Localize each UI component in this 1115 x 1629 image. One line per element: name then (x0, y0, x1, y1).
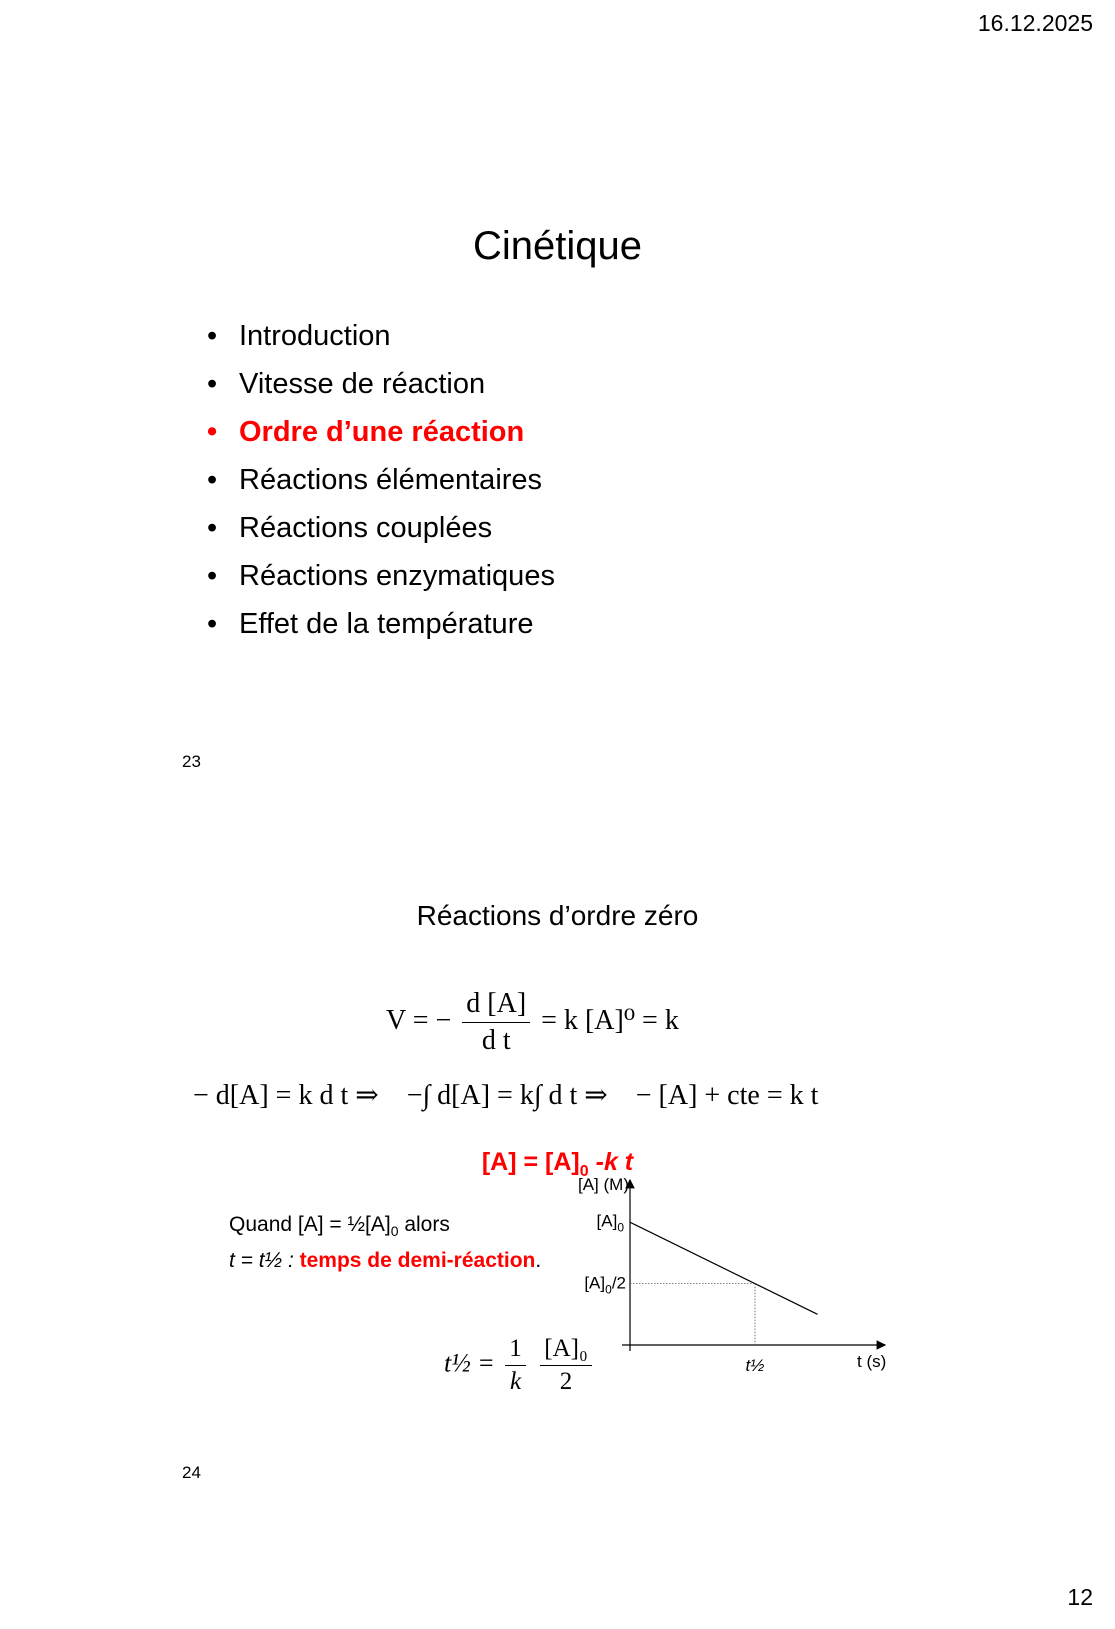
series-line (630, 1222, 818, 1314)
y-tick-subscript: 0 (605, 1282, 612, 1297)
half-life-lhs: t½ = (444, 1348, 495, 1378)
slide-23-title: Cinétique (472, 224, 642, 268)
outline-item: • Réactions élémentaires (207, 456, 555, 504)
outline-item: • Réactions couplées (207, 504, 555, 552)
y-tick-label: $[A]_0/2$ (584, 1273, 626, 1297)
y-tick-suffix: /2 (611, 1273, 626, 1293)
half-life-f2-num: [A]₀ (540, 1335, 591, 1366)
result-prefix: [A] = [A] (481, 1148, 580, 1176)
half-life-term: temps de demi-réaction (299, 1249, 536, 1273)
rate-equation-rhs: = k [A]⁰ = k (541, 1004, 679, 1036)
rate-equation-lhs: V = − (386, 1004, 452, 1036)
outline-item: • Réactions enzymatiques (207, 552, 555, 600)
y-axis-label: [A] (M) (578, 1175, 629, 1194)
note-line-2 (229, 1246, 541, 1276)
rate-equation (386, 988, 679, 1057)
note-line-2-prefix: t = t½ : (229, 1249, 300, 1273)
result-suffix: -k t (588, 1148, 634, 1176)
integration-step-3: − [A] + cte = k t (635, 1080, 819, 1111)
outline-item: • Effet de la température (207, 600, 555, 648)
integrated-rate-law (0, 1148, 1115, 1181)
half-life-f2-den: 2 (559, 1368, 573, 1395)
rate-fraction (462, 988, 530, 1057)
integration-equation (193, 1078, 818, 1112)
outline-item: • Vitesse de réaction (207, 360, 555, 408)
result-subscript: 0 (579, 1163, 589, 1180)
concentration-time-chart (578, 1175, 910, 1430)
note-line-1-suffix: alors (398, 1213, 450, 1236)
header-date: 16.12.2025 (977, 10, 1093, 36)
slide-24-number: 24 (182, 1463, 201, 1482)
rate-fraction-denominator: d t (481, 1025, 511, 1056)
page-number: 12 (1067, 1584, 1093, 1610)
half-life-f1-num: 1 (505, 1335, 526, 1366)
rate-fraction-numerator: d [A] (462, 988, 530, 1023)
half-life-f1-den: k (509, 1368, 522, 1395)
half-life-fraction-1 (505, 1335, 526, 1396)
x-tick-label: t½ (745, 1356, 765, 1375)
x-axis-label: t (s) (857, 1352, 887, 1371)
outline-item: • Ordre d’une réaction (207, 408, 555, 456)
integration-step-2: −∫ d[A] = k∫ d t ⇒ (406, 1080, 608, 1111)
outline-item: • Introduction (207, 312, 555, 360)
y-tick-label: $[A]_0$ (596, 1211, 624, 1235)
slide-24-title: Réactions d’ordre zéro (416, 900, 699, 931)
outline-list (207, 312, 555, 648)
note-line-2-suffix: . (535, 1249, 542, 1273)
note-line-1-prefix: Quand [A] = ½[A] (229, 1213, 391, 1236)
half-life-note (229, 1210, 541, 1276)
slide-23-number: 23 (182, 752, 201, 771)
half-life-formula (444, 1335, 596, 1396)
half-life-fraction-2 (540, 1335, 591, 1396)
integration-step-1: − d[A] = k d t ⇒ (193, 1080, 379, 1111)
y-tick-subscript: 0 (617, 1220, 624, 1235)
note-line-1 (229, 1210, 541, 1246)
note-line-1-subscript: 0 (390, 1223, 399, 1240)
